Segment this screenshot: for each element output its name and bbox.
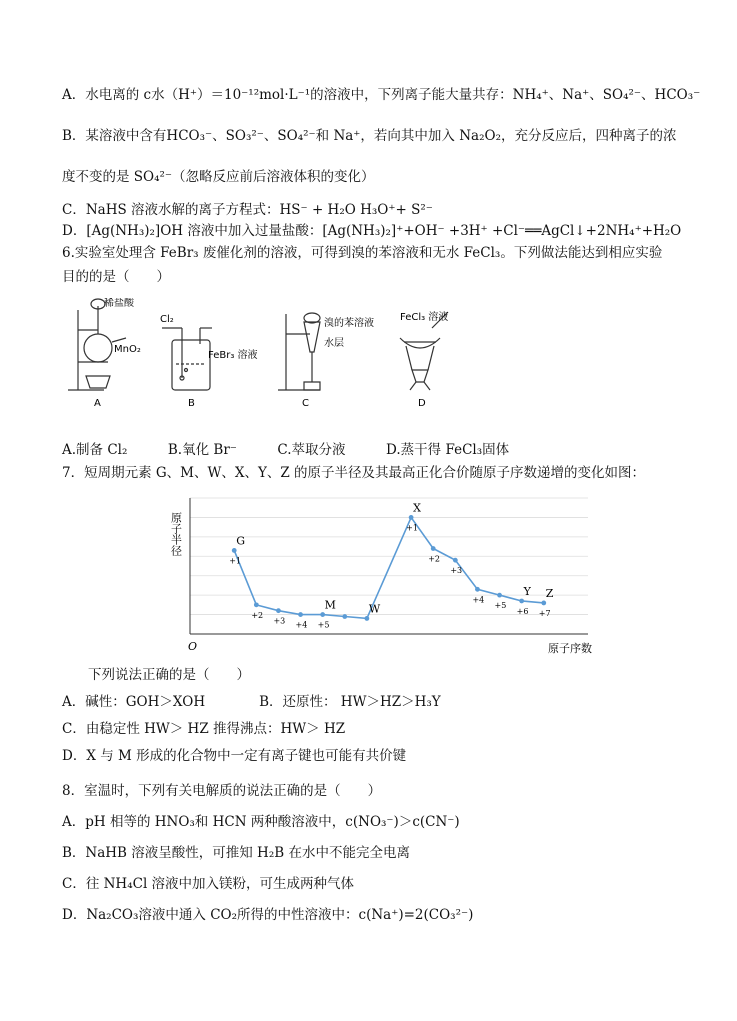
element-label: M bbox=[324, 598, 336, 612]
q8-stem: 8．室温时，下列有关电解质的说法正确的是（ ） bbox=[62, 783, 382, 799]
apparatus-d bbox=[400, 312, 448, 390]
data-point bbox=[276, 608, 281, 613]
q7-prompt: 下列说法正确的是（ ） bbox=[88, 667, 250, 683]
label-c-bottom: 水层 bbox=[324, 338, 344, 349]
valence-label: +5 bbox=[494, 601, 507, 611]
data-point bbox=[364, 616, 369, 621]
label-c: C bbox=[302, 398, 309, 409]
data-point bbox=[475, 587, 480, 592]
q8-option-d: D．Na₂CO₃溶液中通入 CO₂所得的中性溶液中：c(Na⁺)=2(CO₃²⁻) bbox=[62, 907, 474, 923]
valence-label: +2 bbox=[428, 554, 441, 564]
data-point bbox=[254, 602, 259, 607]
label-b: B bbox=[188, 398, 195, 409]
valence-label: +1 bbox=[406, 523, 418, 533]
label-a: A bbox=[94, 398, 101, 409]
q7-option-a: A．碱性：GOH＞XOH B．还原性： HW＞HZ＞H₃Y bbox=[62, 694, 441, 710]
element-label: W bbox=[368, 602, 381, 616]
valence-label: +6 bbox=[516, 606, 529, 616]
data-point bbox=[298, 612, 303, 617]
valence-label: +3 bbox=[450, 566, 463, 576]
q6-stem-line1: 6.实验室处理含 FeBr₃ 废催化剂的溶液，可得到溴的苯溶液和无水 FeCl₃。下列做法能达到相应实验 bbox=[62, 245, 663, 261]
data-point bbox=[431, 546, 436, 551]
valence-label: +2 bbox=[251, 610, 264, 620]
data-point bbox=[541, 601, 546, 606]
data-point bbox=[519, 599, 524, 604]
label-d: D bbox=[418, 398, 426, 409]
q5-option-b-line1: B．某溶液中含有HCO₃⁻、SO₃²⁻、SO₄²⁻和 Na⁺，若向其中加入 Na₂O₂，充分反应后，四种离子的浓 bbox=[62, 128, 677, 144]
y-axis-label: 原子半径 bbox=[169, 512, 183, 556]
q5-option-a: A．水电离的 c水（H⁺）＝10⁻¹²mol·L⁻¹的溶液中，下列离子能大量共存：NH₄⁺、Na⁺、SO₄²⁻、HCO₃⁻ bbox=[62, 87, 701, 103]
data-point bbox=[497, 593, 502, 598]
q5-option-b-line2: 度不变的是 SO₄²⁻（忽略反应前后溶液体积的变化） bbox=[62, 169, 375, 185]
label-a-mno2: MnO₂ bbox=[114, 344, 141, 355]
data-point bbox=[320, 612, 325, 617]
label-b-sol: FeBr₃ 溶液 bbox=[208, 350, 258, 361]
label-a-acid: 稀盐酸 bbox=[104, 298, 134, 309]
origin-label: O bbox=[188, 640, 198, 653]
valence-label: +4 bbox=[295, 620, 308, 630]
label-c-top: 溴的苯溶液 bbox=[324, 318, 374, 329]
element-label: Z bbox=[545, 586, 554, 600]
valence-label: +3 bbox=[273, 616, 286, 626]
q6-options: A.制备 Cl₂ B.氧化 Br⁻ C.萃取分液 D.蒸干得 FeCl₃固体 bbox=[62, 442, 510, 458]
q8-option-a: A．pH 相等的 HNO₃和 HCN 两种酸溶液中，c(NO₃⁻)＞c(CN⁻) bbox=[62, 814, 460, 830]
q8-option-b: B．NaHB 溶液呈酸性，可推知 H₂B 在水中不能完全电离 bbox=[62, 845, 410, 861]
valence-label: +5 bbox=[317, 620, 330, 630]
apparatus-figure bbox=[60, 298, 480, 410]
q8-option-c: C．往 NH₄Cl 溶液中加入镁粉，可生成两种气体 bbox=[62, 876, 355, 892]
data-point bbox=[453, 558, 458, 563]
element-label: G bbox=[236, 534, 246, 548]
data-point bbox=[232, 548, 237, 553]
label-b-cl2: Cl₂ bbox=[160, 314, 174, 325]
q6-stem-line2: 目的的是（ ） bbox=[62, 269, 170, 285]
valence-label: +7 bbox=[538, 608, 551, 618]
element-label: X bbox=[413, 501, 421, 515]
data-point bbox=[342, 614, 347, 619]
q5-option-c: C．NaHS 溶液水解的离子方程式：HS⁻ + H₂O H₃O⁺+ S²⁻ bbox=[62, 202, 433, 218]
apparatus-c bbox=[278, 313, 320, 390]
radius-chart bbox=[168, 494, 608, 664]
element-label: Y bbox=[523, 584, 531, 598]
q7-option-d: D．X 与 M 形成的化合物中一定有离子键也可能有共价键 bbox=[62, 748, 407, 764]
valence-label: +4 bbox=[472, 595, 485, 605]
q7-stem: 7．短周期元素 G、M、W、X、Y、Z 的原子半径及其最高正化合价随原子序数递增的变化如图： bbox=[62, 465, 646, 481]
label-d-sol: FeCl₃ 溶液 bbox=[400, 312, 449, 323]
q5-option-d: D．[Ag(NH₃)₂]OH 溶液中加入过量盐酸：[Ag(NH₃)₂]⁺+OH⁻ +3H⁺ +Cl⁻══AgCl↓+2NH₄⁺+H₂O bbox=[62, 223, 682, 239]
data-point bbox=[409, 515, 414, 520]
valence-label: +1 bbox=[229, 556, 242, 566]
x-axis-label: 原子序数 bbox=[548, 642, 592, 655]
apparatus-b bbox=[162, 328, 212, 390]
q7-option-c: C．由稳定性 HW＞ HZ 推得沸点：HW＞ HZ bbox=[62, 721, 346, 737]
